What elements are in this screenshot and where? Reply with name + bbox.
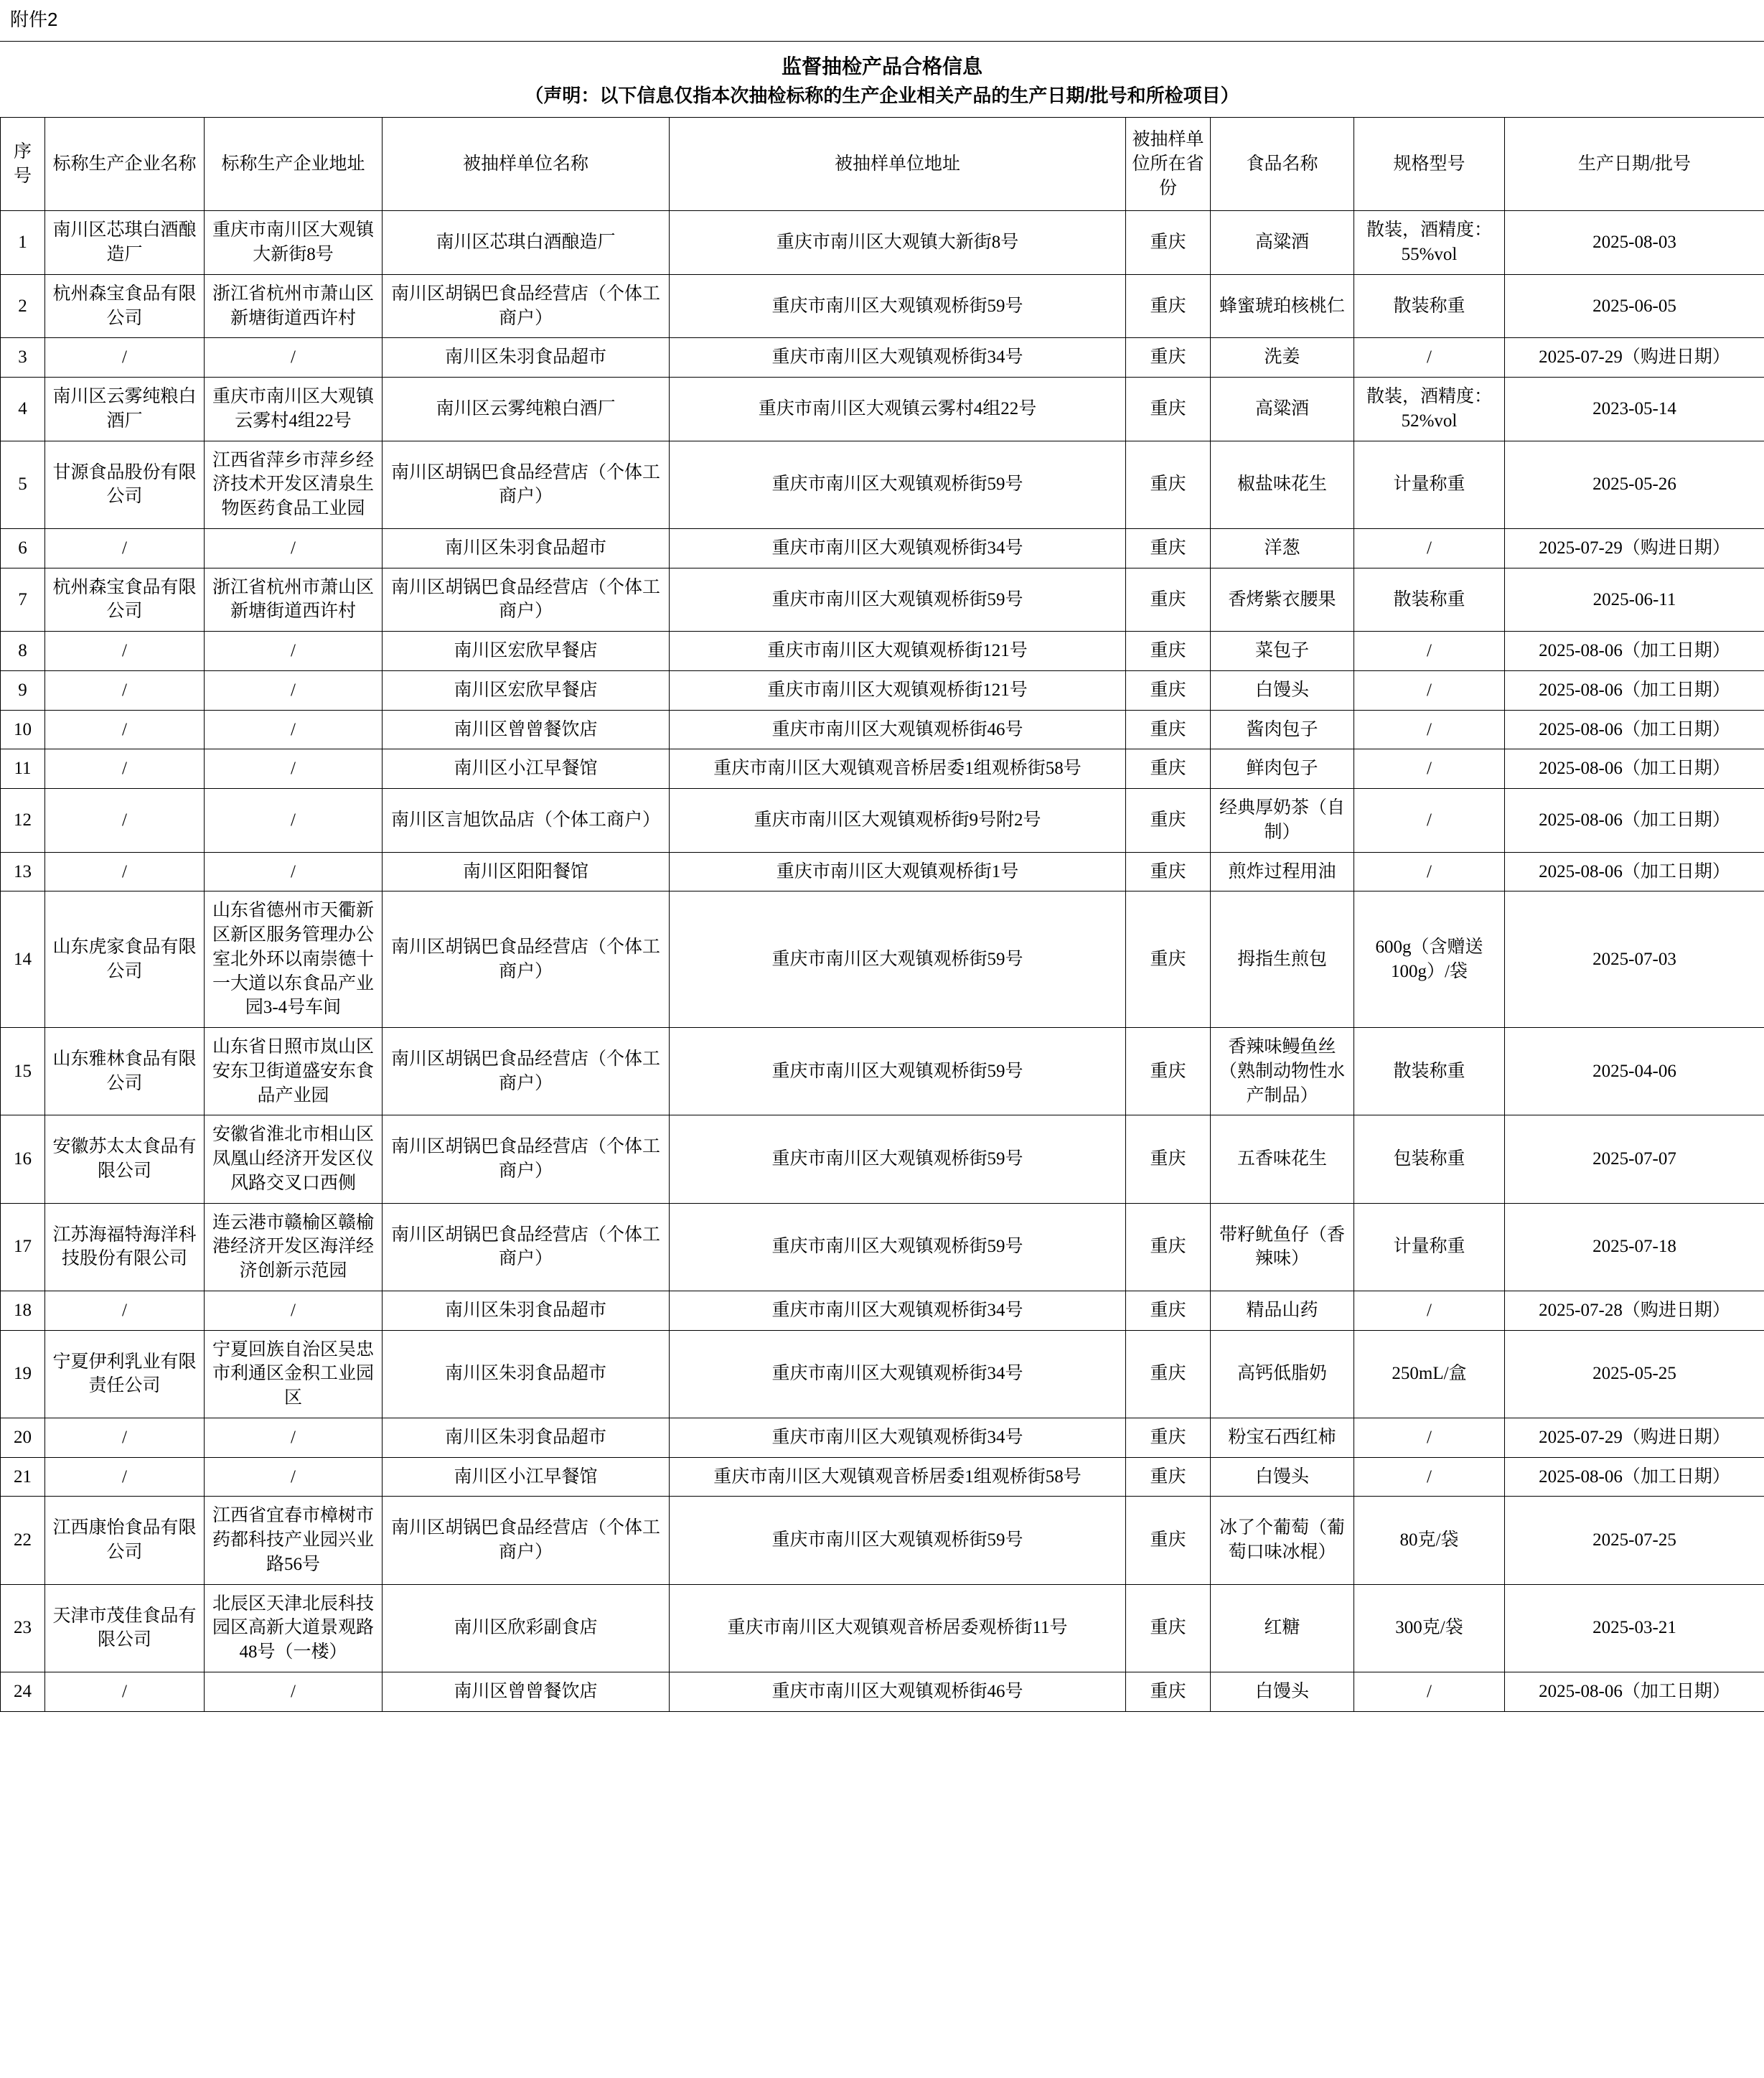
cell-sampled-address: 重庆市南川区大观镇观桥街59号 bbox=[670, 441, 1126, 528]
cell-sampled-unit: 南川区朱羽食品超市 bbox=[383, 1418, 670, 1457]
table-row bbox=[1, 710, 1764, 749]
cell-spec: / bbox=[1354, 1672, 1505, 1711]
cell-province: 重庆 bbox=[1126, 1203, 1211, 1291]
cell-sampled-unit: 南川区胡锅巴食品经营店（个体工商户） bbox=[383, 891, 670, 1028]
cell-producer-name: 杭州森宝食品有限公司 bbox=[45, 274, 205, 338]
column-header-sampled-address: 被抽样单位地址 bbox=[670, 118, 1126, 211]
cell-sampled-unit: 南川区胡锅巴食品经营店（个体工商户） bbox=[383, 274, 670, 338]
cell-sampled-address: 重庆市南川区大观镇观音桥居委1组观桥街58号 bbox=[670, 1457, 1126, 1497]
cell-province: 重庆 bbox=[1126, 1672, 1211, 1711]
cell-sampled-unit: 南川区曾曾餐饮店 bbox=[383, 1672, 670, 1711]
table-row bbox=[1, 528, 1764, 568]
cell-food-name: 高粱酒 bbox=[1211, 378, 1354, 441]
cell-index: 11 bbox=[1, 749, 45, 789]
cell-date-batch: 2025-07-03 bbox=[1505, 891, 1764, 1028]
cell-producer-address: 山东省日照市岚山区安东卫街道盛安东食品产业园 bbox=[205, 1028, 383, 1115]
cell-date-batch: 2025-07-18 bbox=[1505, 1203, 1764, 1291]
cell-province: 重庆 bbox=[1126, 378, 1211, 441]
column-header-province: 被抽样单位所在省份 bbox=[1126, 118, 1211, 211]
cell-spec: 计量称重 bbox=[1354, 1203, 1505, 1291]
cell-date-batch: 2025-07-28（购进日期） bbox=[1505, 1291, 1764, 1330]
cell-food-name: 带籽鱿鱼仔（香辣味） bbox=[1211, 1203, 1354, 1291]
table-row bbox=[1, 670, 1764, 710]
table-row bbox=[1, 441, 1764, 528]
cell-index: 4 bbox=[1, 378, 45, 441]
cell-province: 重庆 bbox=[1126, 1115, 1211, 1203]
table-row bbox=[1, 749, 1764, 789]
cell-spec: 600g（含赠送100g）/袋 bbox=[1354, 891, 1505, 1028]
cell-date-batch: 2025-07-29（购进日期） bbox=[1505, 338, 1764, 378]
table-row bbox=[1, 1457, 1764, 1497]
cell-food-name: 煎炸过程用油 bbox=[1211, 852, 1354, 891]
table-row bbox=[1, 891, 1764, 1028]
cell-producer-address: 浙江省杭州市萧山区新塘街道西许村 bbox=[205, 568, 383, 632]
cell-sampled-unit: 南川区胡锅巴食品经营店（个体工商户） bbox=[383, 1028, 670, 1115]
cell-producer-name: / bbox=[45, 670, 205, 710]
table-row bbox=[1, 632, 1764, 671]
cell-spec: 80克/袋 bbox=[1354, 1497, 1505, 1584]
cell-date-batch: 2025-08-06（加工日期） bbox=[1505, 1672, 1764, 1711]
cell-province: 重庆 bbox=[1126, 710, 1211, 749]
cell-sampled-unit: 南川区胡锅巴食品经营店（个体工商户） bbox=[383, 1203, 670, 1291]
table-row bbox=[1, 338, 1764, 378]
cell-sampled-address: 重庆市南川区大观镇观桥街9号附2号 bbox=[670, 789, 1126, 853]
cell-index: 14 bbox=[1, 891, 45, 1028]
cell-spec: / bbox=[1354, 338, 1505, 378]
cell-date-batch: 2025-05-26 bbox=[1505, 441, 1764, 528]
cell-sampled-unit: 南川区朱羽食品超市 bbox=[383, 528, 670, 568]
cell-food-name: 经典厚奶茶（自制） bbox=[1211, 789, 1354, 853]
cell-producer-name: / bbox=[45, 1291, 205, 1330]
cell-producer-address: / bbox=[205, 1418, 383, 1457]
cell-producer-address: 重庆市南川区大观镇大新街8号 bbox=[205, 211, 383, 275]
cell-spec: 散装称重 bbox=[1354, 568, 1505, 632]
cell-producer-address: 山东省德州市天衢新区新区服务管理办公室北外环以南崇德十一大道以东食品产业园3-4号车间 bbox=[205, 891, 383, 1028]
table-row bbox=[1, 852, 1764, 891]
cell-province: 重庆 bbox=[1126, 1497, 1211, 1584]
cell-date-batch: 2025-08-06（加工日期） bbox=[1505, 632, 1764, 671]
cell-date-batch: 2025-03-21 bbox=[1505, 1584, 1764, 1672]
cell-date-batch: 2025-07-25 bbox=[1505, 1497, 1764, 1584]
cell-index: 20 bbox=[1, 1418, 45, 1457]
cell-sampled-address: 重庆市南川区大观镇观音桥居委观桥街11号 bbox=[670, 1584, 1126, 1672]
cell-sampled-unit: 南川区胡锅巴食品经营店（个体工商户） bbox=[383, 441, 670, 528]
cell-food-name: 洗姜 bbox=[1211, 338, 1354, 378]
cell-producer-name: 天津市茂佳食品有限公司 bbox=[45, 1584, 205, 1672]
cell-food-name: 高粱酒 bbox=[1211, 211, 1354, 275]
cell-producer-name: / bbox=[45, 852, 205, 891]
table-header-row bbox=[1, 118, 1764, 211]
cell-province: 重庆 bbox=[1126, 1584, 1211, 1672]
cell-producer-address: / bbox=[205, 749, 383, 789]
cell-producer-name: / bbox=[45, 710, 205, 749]
cell-sampled-address: 重庆市南川区大观镇观桥街59号 bbox=[670, 1115, 1126, 1203]
cell-sampled-address: 重庆市南川区大观镇观桥街34号 bbox=[670, 1291, 1126, 1330]
cell-spec: / bbox=[1354, 789, 1505, 853]
cell-food-name: 红糖 bbox=[1211, 1584, 1354, 1672]
column-header-food-name: 食品名称 bbox=[1211, 118, 1354, 211]
cell-producer-name: / bbox=[45, 789, 205, 853]
cell-index: 8 bbox=[1, 632, 45, 671]
table-row bbox=[1, 1418, 1764, 1457]
table-row bbox=[1, 378, 1764, 441]
cell-food-name: 高钙低脂奶 bbox=[1211, 1330, 1354, 1418]
cell-spec: / bbox=[1354, 670, 1505, 710]
cell-index: 19 bbox=[1, 1330, 45, 1418]
cell-producer-name: 山东雅林食品有限公司 bbox=[45, 1028, 205, 1115]
cell-producer-address: / bbox=[205, 789, 383, 853]
cell-sampled-address: 重庆市南川区大观镇观音桥居委1组观桥街58号 bbox=[670, 749, 1126, 789]
cell-province: 重庆 bbox=[1126, 1330, 1211, 1418]
cell-date-batch: 2025-06-11 bbox=[1505, 568, 1764, 632]
cell-province: 重庆 bbox=[1126, 568, 1211, 632]
cell-date-batch: 2025-08-06（加工日期） bbox=[1505, 670, 1764, 710]
cell-food-name: 菜包子 bbox=[1211, 632, 1354, 671]
cell-index: 22 bbox=[1, 1497, 45, 1584]
cell-sampled-address: 重庆市南川区大观镇观桥街121号 bbox=[670, 670, 1126, 710]
cell-sampled-address: 重庆市南川区大观镇观桥街59号 bbox=[670, 1028, 1126, 1115]
cell-producer-name: / bbox=[45, 1457, 205, 1497]
cell-food-name: 香辣味鳗鱼丝（熟制动物性水产制品） bbox=[1211, 1028, 1354, 1115]
cell-sampled-unit: 南川区宏欣早餐店 bbox=[383, 632, 670, 671]
cell-spec: / bbox=[1354, 1457, 1505, 1497]
cell-spec: / bbox=[1354, 1418, 1505, 1457]
cell-province: 重庆 bbox=[1126, 211, 1211, 275]
cell-producer-address: / bbox=[205, 1291, 383, 1330]
table-row bbox=[1, 1584, 1764, 1672]
cell-producer-address: 江西省宜春市樟树市药都科技产业园兴业路56号 bbox=[205, 1497, 383, 1584]
cell-index: 7 bbox=[1, 568, 45, 632]
cell-producer-name: / bbox=[45, 1672, 205, 1711]
cell-food-name: 香烤紫衣腰果 bbox=[1211, 568, 1354, 632]
cell-province: 重庆 bbox=[1126, 749, 1211, 789]
cell-producer-name: / bbox=[45, 1418, 205, 1457]
cell-province: 重庆 bbox=[1126, 789, 1211, 853]
cell-province: 重庆 bbox=[1126, 274, 1211, 338]
cell-food-name: 洋葱 bbox=[1211, 528, 1354, 568]
table-row bbox=[1, 1203, 1764, 1291]
cell-index: 3 bbox=[1, 338, 45, 378]
cell-producer-name: / bbox=[45, 632, 205, 671]
cell-food-name: 白馒头 bbox=[1211, 1672, 1354, 1711]
cell-producer-address: / bbox=[205, 710, 383, 749]
cell-sampled-unit: 南川区小江早餐馆 bbox=[383, 1457, 670, 1497]
cell-index: 18 bbox=[1, 1291, 45, 1330]
cell-producer-name: 杭州森宝食品有限公司 bbox=[45, 568, 205, 632]
cell-producer-name: 南川区云雾纯粮白酒厂 bbox=[45, 378, 205, 441]
cell-date-batch: 2025-07-29（购进日期） bbox=[1505, 1418, 1764, 1457]
cell-spec: 散装，酒精度：52%vol bbox=[1354, 378, 1505, 441]
cell-producer-name: 安徽苏太太食品有限公司 bbox=[45, 1115, 205, 1203]
cell-spec: 散装称重 bbox=[1354, 1028, 1505, 1115]
cell-sampled-address: 重庆市南川区大观镇观桥街59号 bbox=[670, 568, 1126, 632]
cell-producer-address: 宁夏回族自治区吴忠市利通区金积工业园区 bbox=[205, 1330, 383, 1418]
table-row bbox=[1, 789, 1764, 853]
table-row bbox=[1, 211, 1764, 275]
cell-sampled-address: 重庆市南川区大观镇观桥街1号 bbox=[670, 852, 1126, 891]
cell-province: 重庆 bbox=[1126, 338, 1211, 378]
page-title: 监督抽检产品合格信息 bbox=[781, 55, 982, 78]
cell-producer-name: 甘源食品股份有限公司 bbox=[45, 441, 205, 528]
cell-spec: 300克/袋 bbox=[1354, 1584, 1505, 1672]
cell-date-batch: 2025-07-07 bbox=[1505, 1115, 1764, 1203]
cell-province: 重庆 bbox=[1126, 528, 1211, 568]
cell-sampled-unit: 南川区言旭饮品店（个体工商户） bbox=[383, 789, 670, 853]
cell-spec: 250mL/盒 bbox=[1354, 1330, 1505, 1418]
cell-sampled-address: 重庆市南川区大观镇观桥街59号 bbox=[670, 274, 1126, 338]
cell-date-batch: 2025-08-06（加工日期） bbox=[1505, 749, 1764, 789]
cell-province: 重庆 bbox=[1126, 1291, 1211, 1330]
cell-sampled-unit: 南川区欣彩副食店 bbox=[383, 1584, 670, 1672]
cell-sampled-unit: 南川区芯琪白酒酿造厂 bbox=[383, 211, 670, 275]
cell-index: 5 bbox=[1, 441, 45, 528]
cell-province: 重庆 bbox=[1126, 1028, 1211, 1115]
cell-spec: / bbox=[1354, 710, 1505, 749]
cell-sampled-unit: 南川区胡锅巴食品经营店（个体工商户） bbox=[383, 1497, 670, 1584]
cell-food-name: 冰了个葡萄（葡萄口味冰棍） bbox=[1211, 1497, 1354, 1584]
cell-sampled-unit: 南川区朱羽食品超市 bbox=[383, 338, 670, 378]
cell-index: 10 bbox=[1, 710, 45, 749]
cell-sampled-address: 重庆市南川区大观镇观桥街59号 bbox=[670, 1203, 1126, 1291]
cell-date-batch: 2025-07-29（购进日期） bbox=[1505, 528, 1764, 568]
page-subtitle: （声明：以下信息仅指本次抽检标称的生产企业相关产品的生产日期/批号和所检项目） bbox=[525, 85, 1239, 107]
cell-food-name: 蜂蜜琥珀核桃仁 bbox=[1211, 274, 1354, 338]
column-header-spec: 规格型号 bbox=[1354, 118, 1505, 211]
table-row bbox=[1, 568, 1764, 632]
cell-sampled-address: 重庆市南川区大观镇观桥街59号 bbox=[670, 1497, 1126, 1584]
column-header-index: 序号 bbox=[1, 118, 45, 211]
cell-index: 13 bbox=[1, 852, 45, 891]
cell-producer-address: 江西省萍乡市萍乡经济技术开发区清泉生物医药食品工业园 bbox=[205, 441, 383, 528]
cell-producer-address: / bbox=[205, 1672, 383, 1711]
cell-food-name: 椒盐味花生 bbox=[1211, 441, 1354, 528]
cell-index: 9 bbox=[1, 670, 45, 710]
cell-sampled-unit: 南川区云雾纯粮白酒厂 bbox=[383, 378, 670, 441]
cell-province: 重庆 bbox=[1126, 632, 1211, 671]
cell-sampled-address: 重庆市南川区大观镇观桥街34号 bbox=[670, 528, 1126, 568]
cell-sampled-unit: 南川区曾曾餐饮店 bbox=[383, 710, 670, 749]
cell-sampled-unit: 南川区胡锅巴食品经营店（个体工商户） bbox=[383, 1115, 670, 1203]
cell-province: 重庆 bbox=[1126, 1457, 1211, 1497]
cell-producer-name: 山东虎家食品有限公司 bbox=[45, 891, 205, 1028]
cell-province: 重庆 bbox=[1126, 1418, 1211, 1457]
cell-sampled-address: 重庆市南川区大观镇观桥街46号 bbox=[670, 710, 1126, 749]
cell-province: 重庆 bbox=[1126, 852, 1211, 891]
cell-date-batch: 2023-05-14 bbox=[1505, 378, 1764, 441]
table-row bbox=[1, 1028, 1764, 1115]
cell-producer-address: / bbox=[205, 1457, 383, 1497]
cell-sampled-unit: 南川区朱羽食品超市 bbox=[383, 1291, 670, 1330]
cell-food-name: 白馒头 bbox=[1211, 1457, 1354, 1497]
cell-date-batch: 2025-08-06（加工日期） bbox=[1505, 710, 1764, 749]
cell-index: 16 bbox=[1, 1115, 45, 1203]
title-block bbox=[0, 42, 1764, 117]
cell-producer-address: 浙江省杭州市萧山区新塘街道西许村 bbox=[205, 274, 383, 338]
cell-spec: / bbox=[1354, 749, 1505, 789]
cell-index: 17 bbox=[1, 1203, 45, 1291]
cell-sampled-address: 重庆市南川区大观镇观桥街34号 bbox=[670, 338, 1126, 378]
inspection-results-table bbox=[0, 117, 1764, 1712]
cell-spec: 散装，酒精度：55%vol bbox=[1354, 211, 1505, 275]
cell-date-batch: 2025-08-06（加工日期） bbox=[1505, 1457, 1764, 1497]
cell-producer-address: / bbox=[205, 852, 383, 891]
cell-sampled-address: 重庆市南川区大观镇观桥街34号 bbox=[670, 1418, 1126, 1457]
cell-sampled-address: 重庆市南川区大观镇观桥街34号 bbox=[670, 1330, 1126, 1418]
cell-producer-name: / bbox=[45, 338, 205, 378]
cell-index: 15 bbox=[1, 1028, 45, 1115]
cell-food-name: 酱肉包子 bbox=[1211, 710, 1354, 749]
cell-producer-address: 连云港市赣榆区赣榆港经济开发区海洋经济创新示范园 bbox=[205, 1203, 383, 1291]
cell-date-batch: 2025-06-05 bbox=[1505, 274, 1764, 338]
table-row bbox=[1, 1672, 1764, 1711]
cell-sampled-unit: 南川区胡锅巴食品经营店（个体工商户） bbox=[383, 568, 670, 632]
cell-date-batch: 2025-08-06（加工日期） bbox=[1505, 789, 1764, 853]
cell-spec: 包装称重 bbox=[1354, 1115, 1505, 1203]
attachment-label: 附件2 bbox=[0, 0, 1764, 42]
table-row bbox=[1, 1330, 1764, 1418]
table-row bbox=[1, 1497, 1764, 1584]
cell-spec: / bbox=[1354, 528, 1505, 568]
cell-spec: / bbox=[1354, 1291, 1505, 1330]
cell-producer-address: / bbox=[205, 632, 383, 671]
table-row bbox=[1, 1291, 1764, 1330]
cell-sampled-unit: 南川区朱羽食品超市 bbox=[383, 1330, 670, 1418]
cell-sampled-address: 重庆市南川区大观镇云雾村4组22号 bbox=[670, 378, 1126, 441]
cell-producer-address: 重庆市南川区大观镇云雾村4组22号 bbox=[205, 378, 383, 441]
cell-food-name: 五香味花生 bbox=[1211, 1115, 1354, 1203]
cell-producer-address: / bbox=[205, 528, 383, 568]
cell-province: 重庆 bbox=[1126, 670, 1211, 710]
cell-producer-name: / bbox=[45, 749, 205, 789]
cell-index: 23 bbox=[1, 1584, 45, 1672]
cell-sampled-address: 重庆市南川区大观镇观桥街121号 bbox=[670, 632, 1126, 671]
cell-index: 2 bbox=[1, 274, 45, 338]
cell-spec: / bbox=[1354, 852, 1505, 891]
cell-index: 6 bbox=[1, 528, 45, 568]
cell-producer-name: 宁夏伊利乳业有限责任公司 bbox=[45, 1330, 205, 1418]
cell-index: 12 bbox=[1, 789, 45, 853]
cell-spec: 计量称重 bbox=[1354, 441, 1505, 528]
cell-producer-name: 江苏海福特海洋科技股份有限公司 bbox=[45, 1203, 205, 1291]
cell-date-batch: 2025-08-03 bbox=[1505, 211, 1764, 275]
cell-index: 1 bbox=[1, 211, 45, 275]
column-header-date-batch: 生产日期/批号 bbox=[1505, 118, 1764, 211]
cell-sampled-unit: 南川区阳阳餐馆 bbox=[383, 852, 670, 891]
cell-food-name: 拇指生煎包 bbox=[1211, 891, 1354, 1028]
cell-food-name: 粉宝石西红柿 bbox=[1211, 1418, 1354, 1457]
cell-food-name: 白馒头 bbox=[1211, 670, 1354, 710]
cell-index: 21 bbox=[1, 1457, 45, 1497]
cell-producer-address: 安徽省淮北市相山区凤凰山经济开发区仪风路交叉口西侧 bbox=[205, 1115, 383, 1203]
cell-sampled-unit: 南川区宏欣早餐店 bbox=[383, 670, 670, 710]
cell-producer-address: 北辰区天津北辰科技园区高新大道景观路48号（一楼） bbox=[205, 1584, 383, 1672]
cell-producer-address: / bbox=[205, 670, 383, 710]
cell-sampled-address: 重庆市南川区大观镇观桥街46号 bbox=[670, 1672, 1126, 1711]
cell-spec: 散装称重 bbox=[1354, 274, 1505, 338]
cell-producer-name: 江西康怡食品有限公司 bbox=[45, 1497, 205, 1584]
cell-producer-address: / bbox=[205, 338, 383, 378]
table-row bbox=[1, 274, 1764, 338]
cell-food-name: 精品山药 bbox=[1211, 1291, 1354, 1330]
cell-index: 24 bbox=[1, 1672, 45, 1711]
cell-date-batch: 2025-04-06 bbox=[1505, 1028, 1764, 1115]
cell-spec: / bbox=[1354, 632, 1505, 671]
cell-province: 重庆 bbox=[1126, 891, 1211, 1028]
cell-date-batch: 2025-05-25 bbox=[1505, 1330, 1764, 1418]
cell-sampled-address: 重庆市南川区大观镇大新街8号 bbox=[670, 211, 1126, 275]
cell-province: 重庆 bbox=[1126, 441, 1211, 528]
column-header-producer-name: 标称生产企业名称 bbox=[45, 118, 205, 211]
cell-sampled-unit: 南川区小江早餐馆 bbox=[383, 749, 670, 789]
cell-food-name: 鲜肉包子 bbox=[1211, 749, 1354, 789]
cell-sampled-address: 重庆市南川区大观镇观桥街59号 bbox=[670, 891, 1126, 1028]
cell-producer-name: 南川区芯琪白酒酿造厂 bbox=[45, 211, 205, 275]
column-header-sampled-unit: 被抽样单位名称 bbox=[383, 118, 670, 211]
table-row bbox=[1, 1115, 1764, 1203]
cell-date-batch: 2025-08-06（加工日期） bbox=[1505, 852, 1764, 891]
cell-producer-name: / bbox=[45, 528, 205, 568]
column-header-producer-address: 标称生产企业地址 bbox=[205, 118, 383, 211]
